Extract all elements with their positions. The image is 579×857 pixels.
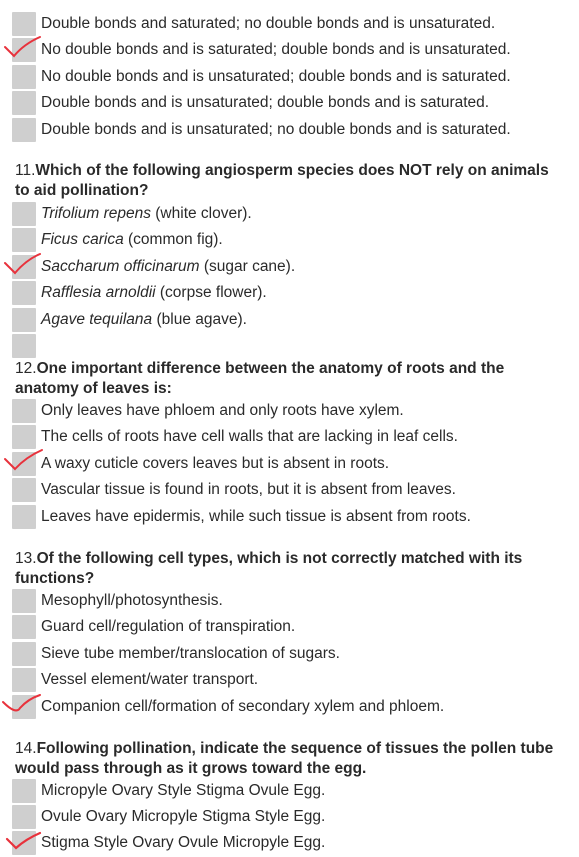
option-text: Sieve tube member/translocation of sugars.: [41, 645, 340, 662]
common-name: (blue agave).: [152, 311, 247, 328]
option-text: Mesophyll/photosynthesis.: [41, 592, 223, 609]
option-text: Guard cell/regulation of transpiration.: [41, 618, 296, 635]
q10-option-4[interactable]: [0, 91, 579, 117]
q12-option-1[interactable]: [0, 399, 579, 425]
option-text: Only leaves have phloem and only roots have xylem.: [41, 402, 404, 419]
question-12: [15, 359, 560, 399]
checkbox[interactable]: [12, 478, 36, 502]
question-text: One important difference between the anatomy of roots and the anatomy of leaves is:: [15, 360, 505, 397]
option-text: [41, 231, 223, 249]
option-text: [41, 258, 295, 276]
question-number: 12.: [15, 360, 37, 377]
checkbox[interactable]: [12, 668, 36, 692]
checkbox[interactable]: [12, 615, 36, 639]
common-name: (common fig).: [123, 231, 223, 248]
checkbox[interactable]: [12, 779, 36, 803]
option-text: Vascular tissue is found in roots, but it is absent from leaves.: [41, 481, 456, 498]
checkbox[interactable]: [12, 589, 36, 613]
checkbox[interactable]: [12, 425, 36, 449]
question-13: [15, 549, 560, 589]
option-text: Stigma Style Ovary Ovule Micropyle Egg.: [41, 834, 326, 851]
option-text: Double bonds and is unsaturated; double bonds and is saturated.: [41, 94, 490, 111]
option-text: The cells of roots have cell walls that are lacking in leaf cells.: [41, 428, 458, 445]
checkbox[interactable]: [12, 12, 36, 36]
q12-option-3[interactable]: [0, 452, 579, 478]
q13-option-1[interactable]: [0, 589, 579, 615]
species-name: Saccharum officinarum: [41, 258, 200, 275]
common-name: (corpse flower).: [155, 284, 267, 301]
common-name: (sugar cane).: [199, 258, 296, 275]
q11-option-empty[interactable]: [0, 334, 579, 360]
q11-option-4[interactable]: [0, 281, 579, 307]
option-text: Double bonds and is unsaturated; no double bonds and is saturated.: [41, 121, 511, 138]
checkbox[interactable]: [12, 399, 36, 423]
question-text: Following pollination, indicate the sequence of tissues the pollen tube would pass through as it grows toward the egg.: [15, 740, 554, 777]
option-text: Leaves have epidermis, while such tissue is absent from roots.: [41, 508, 471, 525]
checkbox[interactable]: [12, 308, 36, 332]
question-11: [15, 161, 560, 201]
option-text: [41, 205, 252, 223]
checkbox[interactable]: [12, 505, 36, 529]
q11-option-2[interactable]: [0, 228, 579, 254]
checkbox[interactable]: [12, 91, 36, 115]
common-name: (white clover).: [150, 205, 252, 222]
checkbox[interactable]: [12, 831, 36, 855]
question-text: Of the following cell types, which is not correctly matched with its functions?: [15, 550, 523, 587]
checkbox[interactable]: [12, 118, 36, 142]
checkbox[interactable]: [12, 38, 36, 62]
q12-option-2[interactable]: [0, 425, 579, 451]
checkbox[interactable]: [12, 202, 36, 226]
option-text: [41, 311, 247, 329]
question-number: 14.: [15, 740, 37, 757]
q10-option-3[interactable]: [0, 65, 579, 91]
option-text: Double bonds and saturated; no double bonds and is unsaturated.: [41, 15, 496, 32]
checkbox[interactable]: [12, 334, 36, 358]
option-text: Vessel element/water transport.: [41, 671, 259, 688]
q13-option-3[interactable]: [0, 642, 579, 668]
option-text: No double bonds and is unsaturated; double bonds and is saturated.: [41, 68, 511, 85]
checkbox[interactable]: [12, 642, 36, 666]
species-name: Agave tequilana: [41, 311, 153, 328]
checkbox[interactable]: [12, 255, 36, 279]
species-name: Trifolium repens: [41, 205, 151, 222]
option-text: Micropyle Ovary Style Stigma Ovule Egg.: [41, 782, 326, 799]
option-text: Ovule Ovary Micropyle Stigma Style Egg.: [41, 808, 326, 825]
species-name: Ficus carica: [41, 231, 124, 248]
q14-option-1[interactable]: [0, 779, 579, 805]
checkbox[interactable]: [12, 228, 36, 252]
q10-option-2[interactable]: [0, 38, 579, 64]
question-number: 13.: [15, 550, 37, 567]
checkbox[interactable]: [12, 281, 36, 305]
q12-option-4[interactable]: [0, 478, 579, 504]
option-text: [41, 284, 267, 302]
question-number: 11.: [15, 162, 36, 179]
q14-option-2[interactable]: [0, 805, 579, 831]
checkbox[interactable]: [12, 805, 36, 829]
checkbox[interactable]: [12, 65, 36, 89]
q11-option-3[interactable]: [0, 255, 579, 281]
q13-option-2[interactable]: [0, 615, 579, 641]
q12-option-5[interactable]: [0, 505, 579, 531]
option-text: No double bonds and is saturated; double bonds and is unsaturated.: [41, 41, 511, 58]
q11-option-1[interactable]: [0, 202, 579, 228]
q13-option-5[interactable]: [0, 695, 579, 721]
q13-option-4[interactable]: [0, 668, 579, 694]
checkbox[interactable]: [12, 452, 36, 476]
q10-option-5[interactable]: [0, 118, 579, 144]
checkbox[interactable]: [12, 695, 36, 719]
q10-option-1[interactable]: [0, 12, 579, 38]
option-text: A waxy cuticle covers leaves but is absent in roots.: [41, 455, 390, 472]
question-text: Which of the following angiosperm species does NOT rely on animals to aid pollination?: [15, 162, 549, 199]
question-14: [15, 739, 560, 779]
option-text: Companion cell/formation of secondary xylem and phloem.: [41, 698, 445, 715]
species-name: Rafflesia arnoldii: [41, 284, 156, 301]
q14-option-3[interactable]: [0, 831, 579, 857]
q11-option-5[interactable]: [0, 308, 579, 334]
